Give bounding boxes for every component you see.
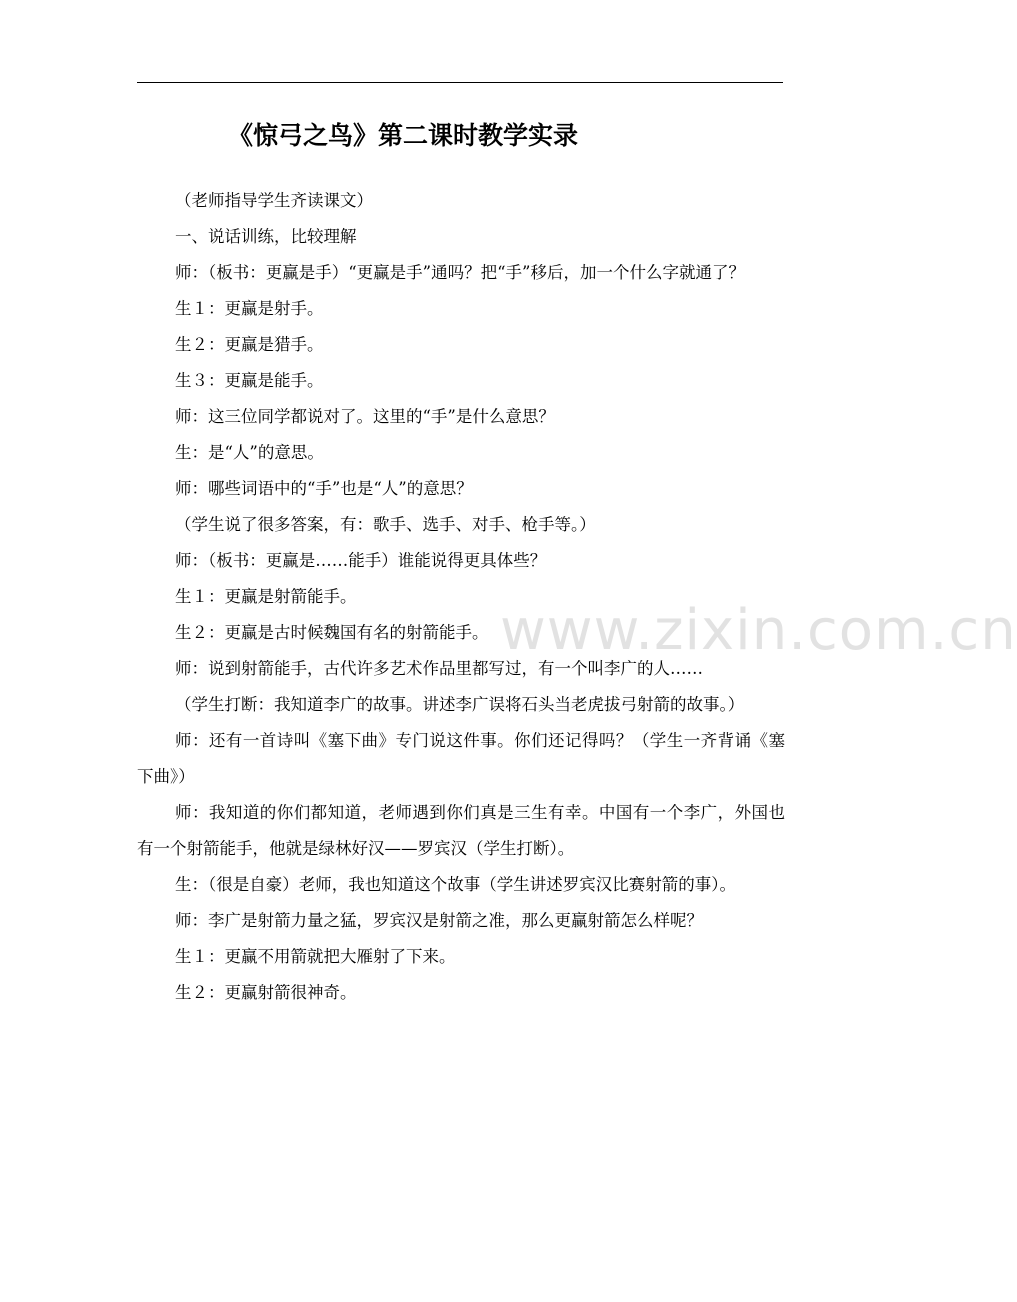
paragraph: 生：（很是自豪）老师，我也知道这个故事（学生讲述罗宾汉比赛射箭的事）。 xyxy=(175,875,736,894)
document-body xyxy=(137,183,785,1011)
paragraph: （老师指导学生齐读课文） xyxy=(175,191,373,210)
paragraph: 生１：更赢不用箭就把大雁射了下来。 xyxy=(175,947,456,966)
page-title: 《惊弓之鸟》第二课时教学实录 xyxy=(228,121,579,150)
paragraph: 生１：更赢是射箭能手。 xyxy=(175,587,357,606)
paragraph: 师：这三位同学都说对了。这里的“手”是什么意思？ xyxy=(175,407,555,426)
paragraph: 师：李广是射箭力量之猛，罗宾汉是射箭之准，那么更赢射箭怎么样呢？ xyxy=(175,911,703,930)
paragraph: 师：我知道的你们都知道，老师遇到你们真是三生有幸。中国有一个李广，外国也有一个射箭能手，他就是绿林好汉——罗宾汉（学生打断）。 xyxy=(137,803,785,858)
paragraph: 师：说到射箭能手，古代许多艺术作品里都写过，有一个叫李广的人…… xyxy=(175,659,703,678)
paragraph: 师：（板书：更赢是手）“更赢是手”通吗？把“手”移后，加一个什么字就通了？ xyxy=(175,263,745,282)
paragraph: 师：还有一首诗叫《塞下曲》专门说这件事。你们还记得吗？（学生一齐背诵《塞下曲》） xyxy=(137,731,785,786)
paragraph: 师：哪些词语中的“手”也是“人”的意思？ xyxy=(175,479,473,498)
paragraph: 师：（板书：更赢是……能手）谁能说得更具体些？ xyxy=(175,551,547,570)
paragraph: 生：是“人”的意思。 xyxy=(175,443,324,462)
paragraph: 生２：更赢是古时候魏国有名的射箭能手。 xyxy=(175,623,489,642)
top-rule xyxy=(137,82,783,83)
paragraph: 生１：更赢是射手。 xyxy=(175,299,324,318)
paragraph: 一、说话训练，比较理解 xyxy=(175,227,357,246)
paragraph: 生２：更赢是猎手。 xyxy=(175,335,324,354)
watermark: www.zixin.com.cn xyxy=(500,598,1017,663)
paragraph: （学生说了很多答案，有：歌手、选手、对手、枪手等。） xyxy=(175,515,596,534)
paragraph: 生２：更赢射箭很神奇。 xyxy=(175,983,357,1002)
paragraph: 生３：更赢是能手。 xyxy=(175,371,324,390)
paragraph: （学生打断：我知道李广的故事。讲述李广误将石头当老虎拔弓射箭的故事。） xyxy=(175,695,745,714)
